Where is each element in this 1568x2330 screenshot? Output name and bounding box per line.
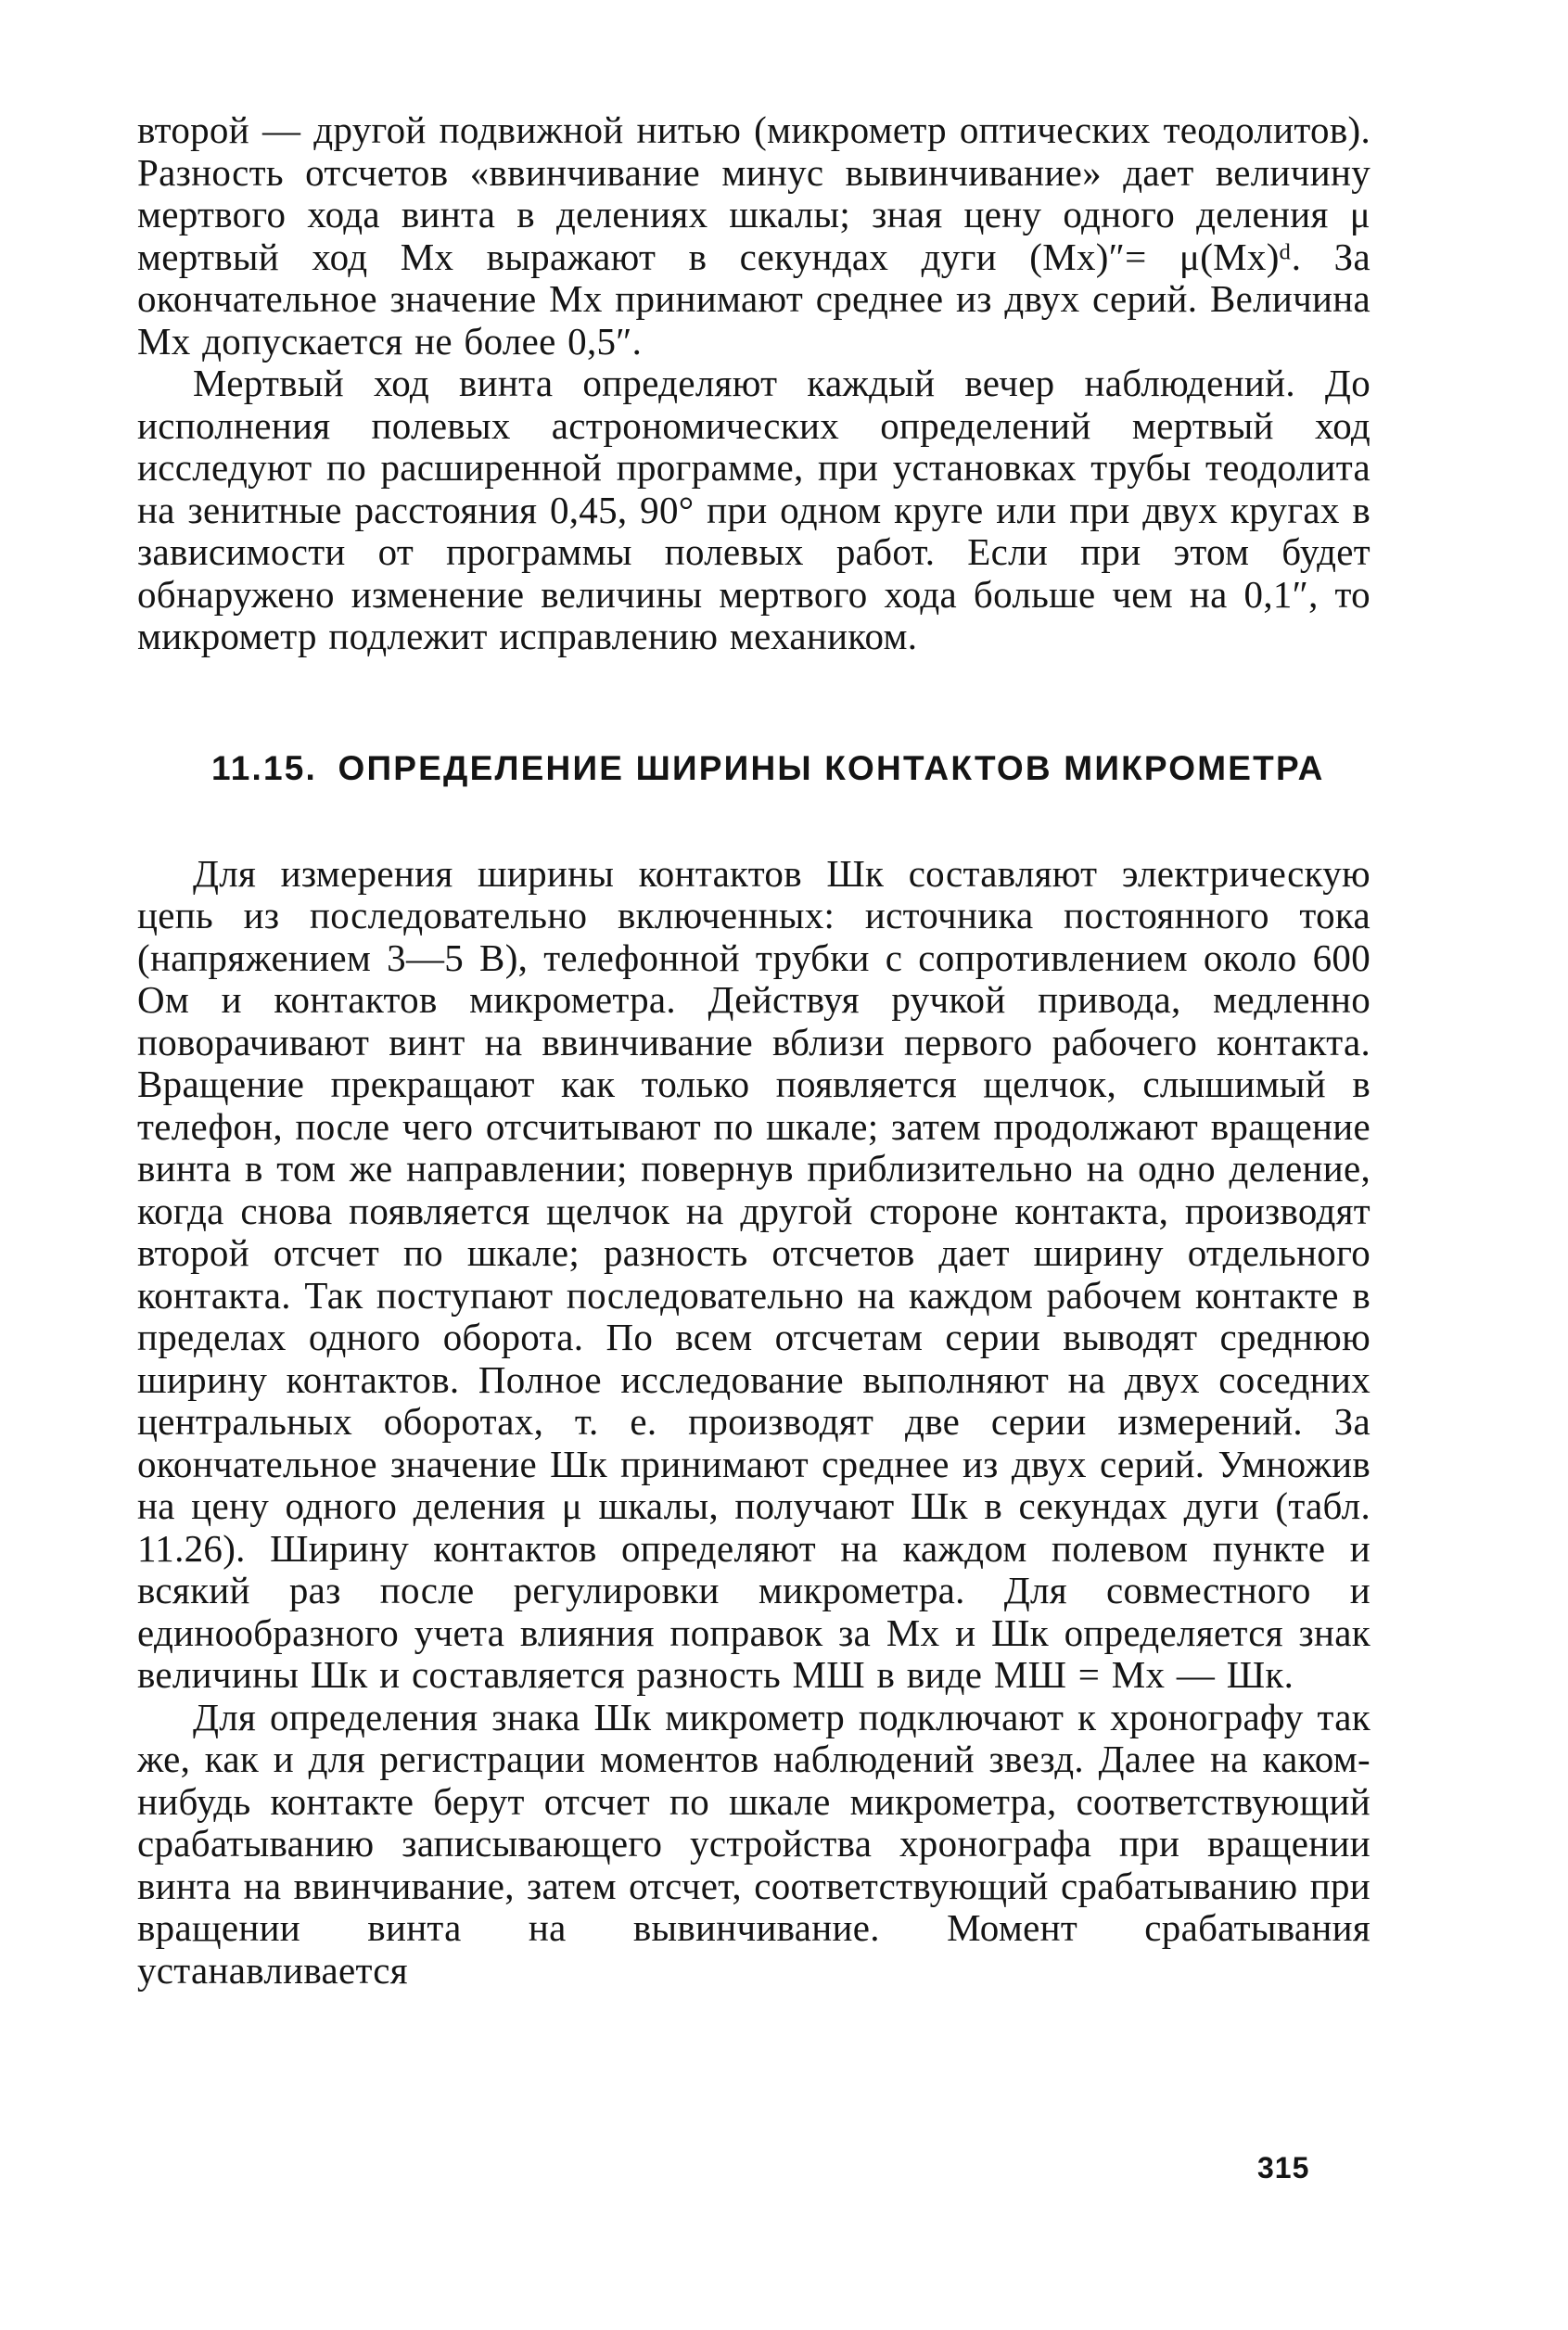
section-title: ОПРЕДЕЛЕНИЕ ШИРИНЫ КОНТАКТОВ МИКРОМЕТРА xyxy=(338,748,1325,787)
page-body xyxy=(137,109,1370,1992)
paragraph-section-2: Для определения знака Шк микрометр подключают к хронографу так же, как и для регистрации моментов наблюдений звезд. Далее на каком-нибудь контакте берут отсчет по шкале микрометра, соответствующий срабатыванию записывающего устройства хронографа при вращении винта на ввинчивание, затем отсчет, соответствующий срабатыванию при вращении винта на вывинчивание. Момент срабатывания устанавливается xyxy=(137,1695,1370,1992)
section-number: 11.15. xyxy=(211,748,318,787)
paragraph-section-1: Для измерения ширины контактов Шк составляют электрическую цепь из последовательно включенных: источника постоянного тока (напряжением 3—5 В), телефонной трубки с сопротивлением около 600 Ом и контактов микрометра. Действуя ручкой привода, медленно поворачивают винт на ввинчивание вблизи первого рабочего контакта. Вращение прекращают как только появляется щелчок, слышимый в телефон, после чего отсчитывают по шкале; затем продолжают вращение винта в том же направлении; повернув приблизительно на одно деление, когда снова появляется щелчок на другой стороне контакта, производят второй отсчет по шкале; разность отсчетов дает ширину отдельного контакта. Так поступают последовательно на каждом рабочем контакте в пределах одного оборота. По всем отсчетам серии выводят среднюю ширину контактов. Полное исследование выполняют на двух соседних центральных оборотах, т. е. производят две серии измерений. За окончательное значение Шк принимают среднее из двух серий. Умножив на цену одного деления μ шкалы, получают Шк в секундах дуги (табл. 11.26). Ширину контактов определяют на каждом полевом пункте и всякий раз после регулировки микрометра. Для совместного и единообразного учета влияния поправок за Mx и Шк определяется знак величины Шк и составляется разность МШ в виде МШ = Mx — Шк. xyxy=(137,851,1370,1696)
section-heading xyxy=(137,747,1370,790)
paragraph-top-1: второй — другой подвижной нитью (микрометр оптических теодолитов). Разность отсчетов «ввинчивание минус вывинчивание» дает величину мертвого хода винта в делениях шкалы; зная цену одного деления μ мертвый ход Mx выражают в секундах дуги (Mx)″= μ(Mx)ᵈ. За окончательное значение Mx принимают среднее из двух серий. Величина Mx допускается не более 0,5″. xyxy=(137,108,1370,363)
page-number: 315 xyxy=(1257,2151,1310,2184)
paragraph-top-2: Мертвый ход винта определяют каждый вечер наблюдений. До исполнения полевых астрономических определений мертвый ход исследуют по расширенной программе, при установках трубы теодолита на зенитные расстояния 0,45, 90° при одном круге или при двух кругах в зависимости от программы полевых работ. Если при этом будет обнаружено изменение величины мертвого хода больше чем на 0,1″, то микрометр подлежит исправлению механиком. xyxy=(137,362,1370,657)
